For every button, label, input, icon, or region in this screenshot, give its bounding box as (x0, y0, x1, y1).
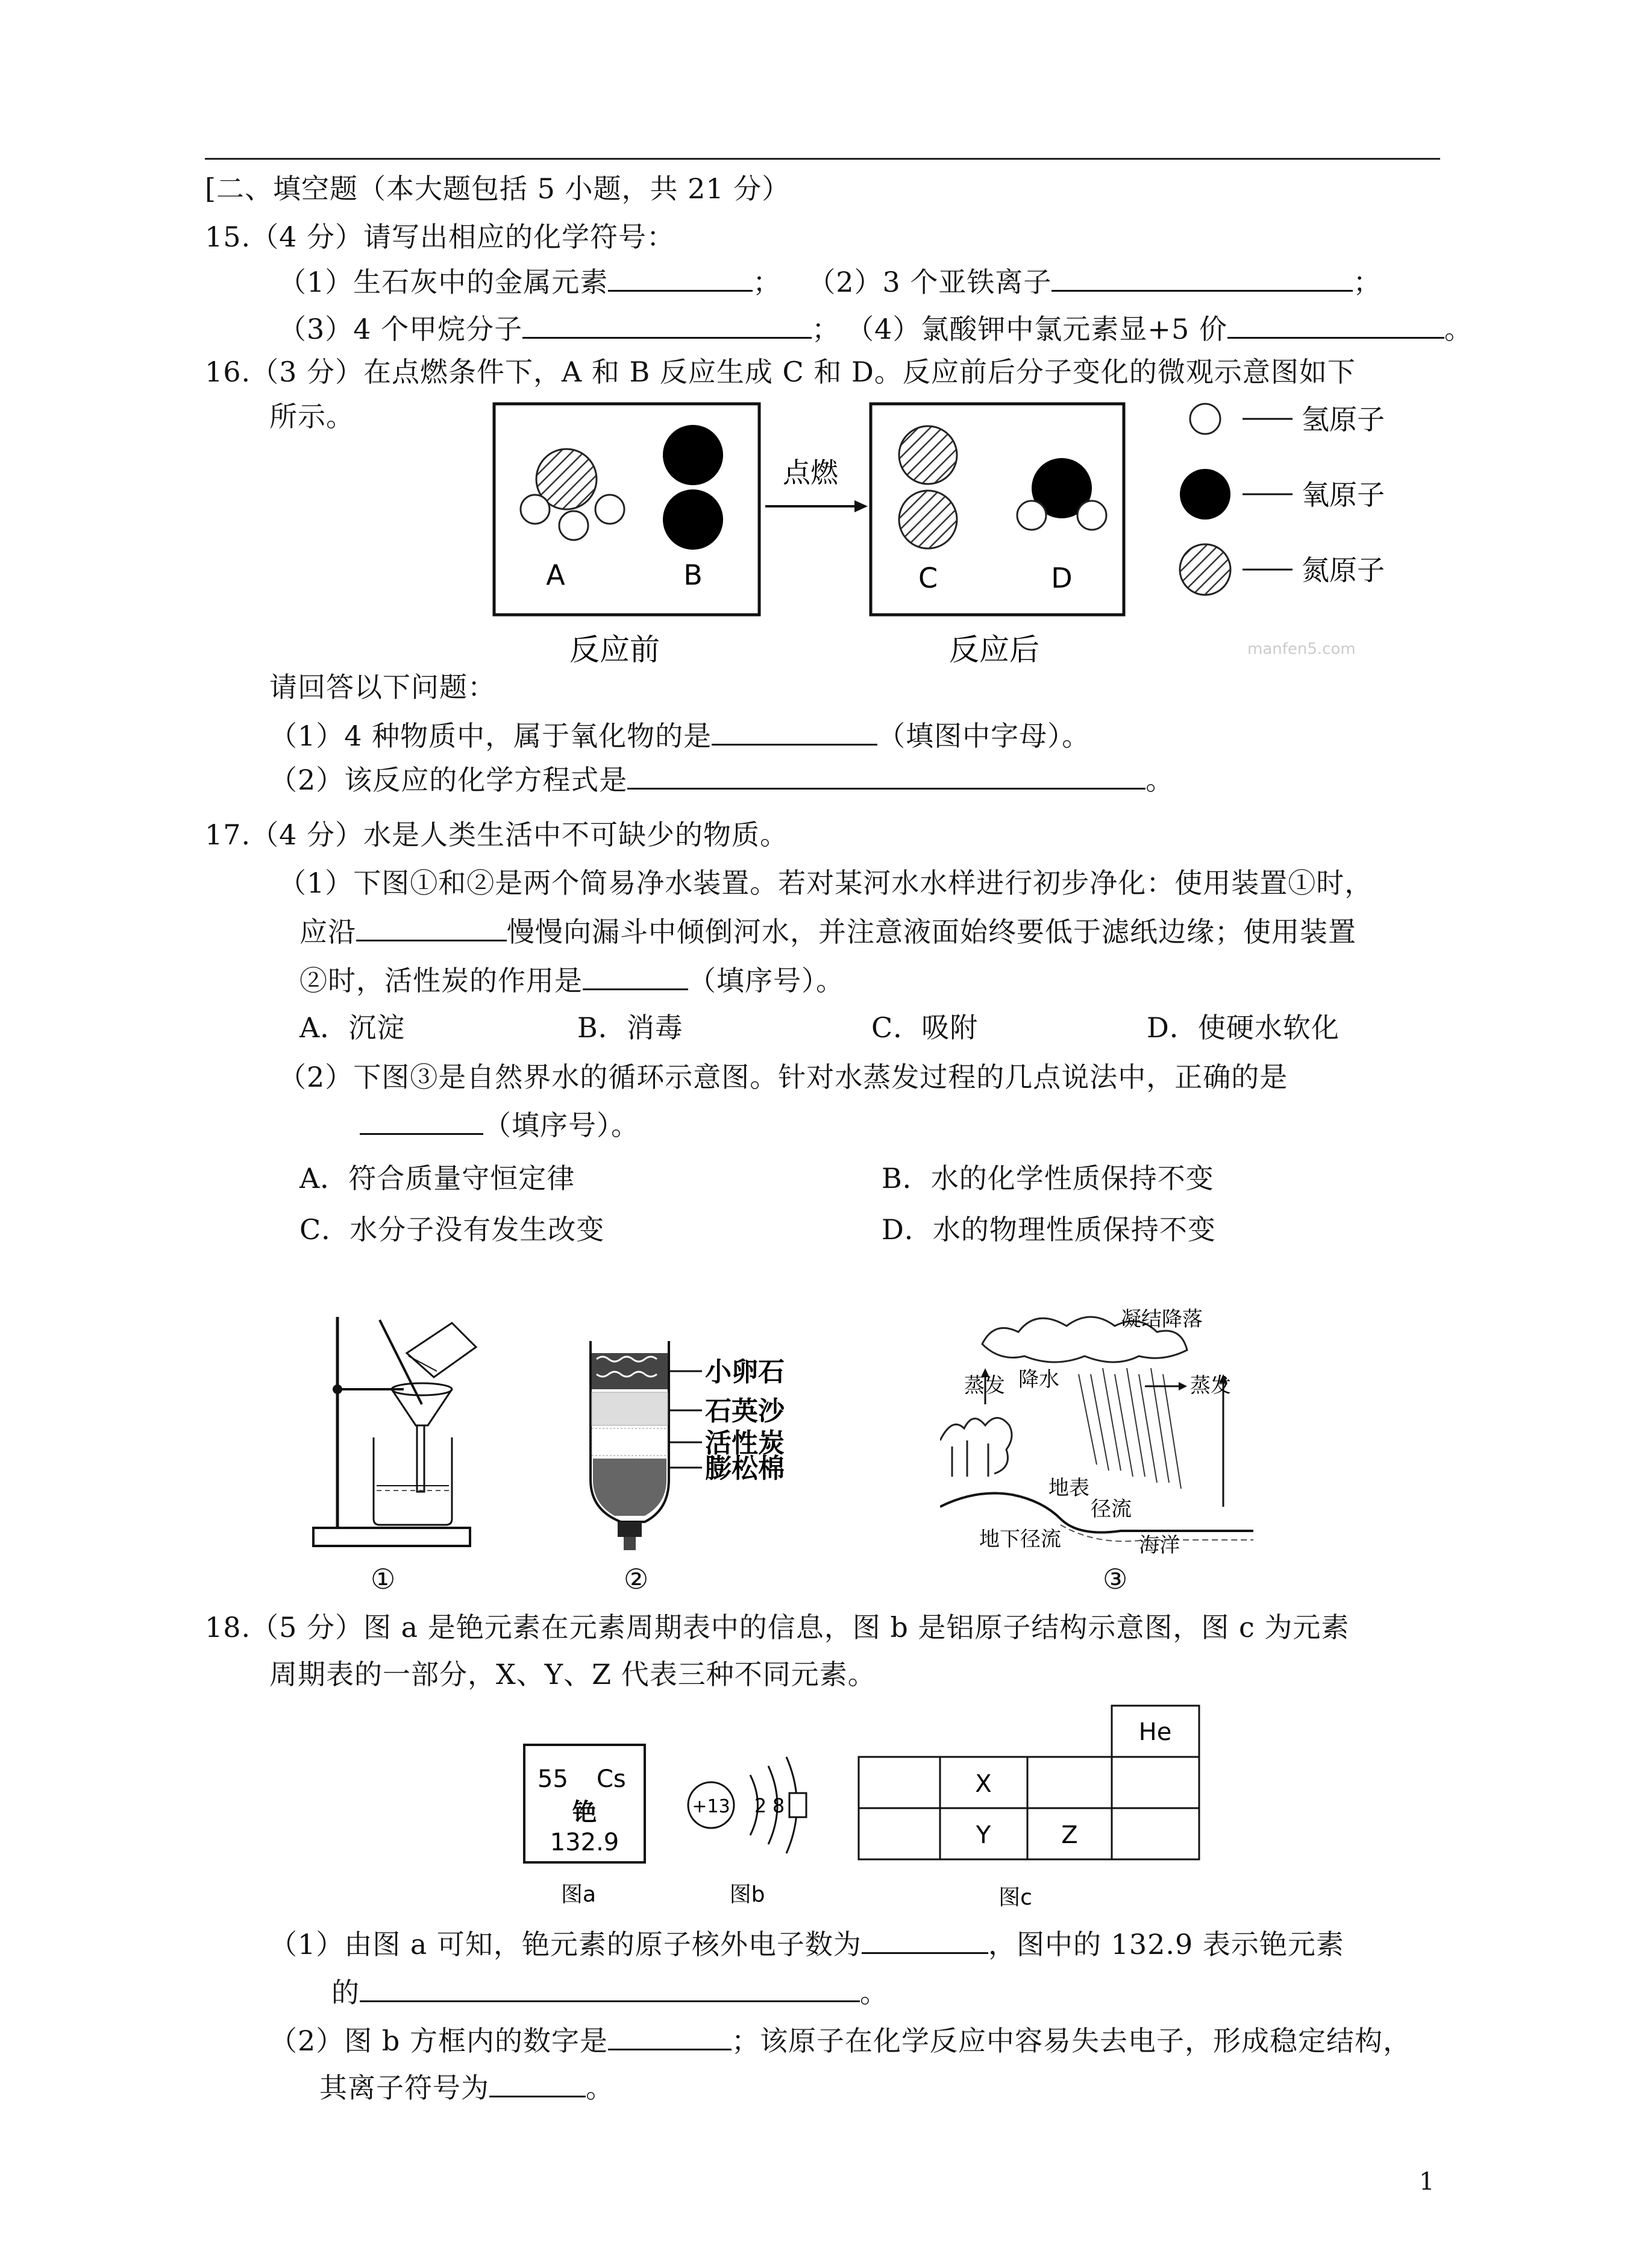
q16-prompt: 请回答以下问题： (269, 671, 496, 703)
q17-blank1[interactable] (356, 913, 507, 941)
q16-answer1 (269, 717, 1090, 754)
element-z: Z (1061, 1821, 1078, 1849)
element-x: X (975, 1770, 992, 1798)
legend-oxygen-symbol (1180, 469, 1230, 520)
layer-label-carbon: 活性炭 (705, 1428, 785, 1459)
q15-sep1: ； (753, 266, 782, 298)
shell-2-electrons: 8 (772, 1794, 785, 1817)
caption-3: ③ (1103, 1563, 1129, 1595)
legend-nitrogen-symbol (1180, 544, 1230, 595)
caption-fig-c: 图c (998, 1885, 1032, 1910)
q17-option-a1: A．沉淀 (299, 1011, 406, 1044)
cycle-label-surface: 地表 (1048, 1476, 1089, 1500)
q18-stem-line2: 周期表的一部分，X、Y、Z 代表三种不同元素。 (269, 1658, 876, 1691)
layer-label-pebbles: 小卵石 (705, 1357, 785, 1387)
q15-end2: 。 (1444, 313, 1473, 345)
q16-stem-line1: 16.（3 分）在点燃条件下，A 和 B 反应生成 C 和 D。反应前后分子变化的微观示意图如下 (205, 356, 1356, 388)
legend-oxygen: 氧原子 (1302, 479, 1385, 511)
q18-answer2-line1 (269, 2022, 1411, 2059)
page-number: 1 (1419, 2168, 1435, 2196)
stand-base (313, 1528, 470, 1546)
layer-label-sand: 石英沙 (705, 1396, 785, 1427)
caption-fig-a: 图a (560, 1882, 597, 1907)
q15-stem: 15.（4 分）请写出相应的化学符号： (205, 221, 675, 253)
trees (940, 1418, 1012, 1474)
q17-stem: 17.（4 分）水是人类生活中不可缺少的物质。 (205, 818, 789, 851)
arrow-label: 点燃 (783, 456, 838, 489)
cycle-label-runoff: 径流 (1091, 1497, 1132, 1521)
q18-blank4[interactable] (489, 2069, 586, 2097)
aluminum-nucleus-charge: +13 (692, 1796, 730, 1817)
q15-blank4[interactable] (1227, 310, 1444, 339)
q15-part1: （1）生石灰中的金属元素 (278, 266, 609, 298)
label-B: B (683, 559, 703, 591)
cesium-symbol: Cs (597, 1765, 626, 1793)
label-D: D (1051, 562, 1073, 594)
q18-answer1-c: 的 (331, 1976, 360, 2009)
q18-answer1-line1 (269, 1926, 1344, 1962)
q18-blank2[interactable] (360, 1974, 860, 2002)
q17-p1-line2-b: 慢慢向漏斗中倾倒河水，并注意液面始终要低于滤纸边缘；使用装置 (507, 916, 1356, 948)
q17-p2-line2 (360, 1107, 639, 1143)
q18-blank3[interactable] (608, 2022, 732, 2050)
beaker (374, 1437, 452, 1525)
cesium-number: 55 (537, 1765, 568, 1793)
cotton-layer (593, 1459, 666, 1516)
funnel-stem (417, 1425, 424, 1492)
molecule-C (899, 426, 957, 548)
cycle-label-evaporation-right: 蒸发 (1190, 1374, 1231, 1398)
quartz-sand-layer (592, 1392, 668, 1425)
section-heading: [二、填空题（本大题包括 5 小题，共 21 分） (205, 172, 791, 205)
q18-answer2-a: （2）图 b 方框内的数字是 (269, 2025, 608, 2057)
q16-answer2 (269, 761, 1174, 798)
q17-p1-line2 (299, 913, 1356, 950)
q15-sep2: ； (812, 313, 841, 345)
q18-answer2-c: 其离子符号为 (319, 2072, 489, 2104)
cycle-label-precipitation: 降水 (1018, 1368, 1059, 1392)
cesium-name: 铯 (572, 1798, 597, 1826)
caption-2: ② (624, 1563, 650, 1595)
q15-part3: （3）4 个甲烷分子 (278, 313, 523, 345)
layer-label-cotton: 膨松棉 (705, 1453, 785, 1484)
water-purifier (585, 1341, 826, 1552)
shell-1-electrons: 2 (754, 1794, 767, 1817)
q15-line2 (278, 310, 1473, 347)
q17-option-b2: B．水的化学性质保持不变 (882, 1162, 1214, 1195)
element-y: Y (976, 1821, 991, 1849)
q16-blank2[interactable] (627, 761, 1146, 790)
q17-p1-line3 (299, 962, 844, 999)
element-he: He (1138, 1718, 1172, 1746)
q16-answer2-end: 。 (1146, 764, 1174, 796)
q15-part2: （2）3 个亚铁离子 (807, 266, 1052, 298)
q17-p1-line3-a: ②时，活性炭的作用是 (299, 964, 583, 997)
q16-blank1[interactable] (712, 717, 877, 746)
activated-carbon-layer (592, 1428, 668, 1456)
legend (1180, 403, 1385, 595)
header-rule (205, 158, 1440, 160)
bottle-cap (618, 1522, 642, 1537)
pouring-beaker (407, 1323, 476, 1377)
q15-line1 (278, 263, 1381, 300)
caption-1: ① (371, 1563, 396, 1595)
q18-stem-line1: 18.（5 分）图 a 是铯元素在元素周期表中的信息，图 b 是铝原子结构示意图，图 c 为元素 (205, 1611, 1350, 1644)
q17-blank2[interactable] (583, 962, 688, 990)
reaction-arrowhead (854, 500, 868, 512)
q17-option-d2: D．水的物理性质保持不变 (882, 1213, 1216, 1246)
outer-shell-box[interactable] (789, 1793, 806, 1817)
q15-end1: ； (1353, 266, 1382, 298)
q17-p1-line1: （1）下图①和②是两个简易净水装置。若对某河水水样进行初步净化：使用装置①时， (278, 867, 1373, 899)
q15-part4: （4）氯酸钾中氯元素显+5 价 (846, 313, 1227, 345)
caption-fig-b: 图b (729, 1882, 765, 1907)
q16-answer1-end: （填图中字母）。 (877, 720, 1091, 752)
watermark: manfen5.com (1247, 640, 1356, 658)
cycle-label-condensation: 凝结降落 (1121, 1308, 1203, 1331)
q17-option-a2: A．符合质量守恒定律 (299, 1162, 575, 1195)
legend-nitrogen: 氮原子 (1302, 554, 1385, 586)
q18-answer1-d: 。 (860, 1976, 888, 2009)
q17-option-c1: C．吸附 (871, 1011, 979, 1044)
molecule-A (521, 449, 624, 540)
legend-hydrogen-symbol (1190, 404, 1220, 434)
label-A: A (546, 559, 565, 591)
before-caption: 反应前 (569, 632, 660, 667)
q17-blank3[interactable] (360, 1107, 483, 1135)
q16-molecule-diagram (482, 386, 1458, 681)
q18-answer1-line2 (331, 1974, 888, 2011)
cesium-mass: 132.9 (550, 1829, 619, 1856)
molecule-D (1017, 458, 1106, 530)
q17-option-c2: C．水分子没有发生改变 (299, 1213, 605, 1246)
q16-stem-line2: 所示。 (269, 400, 354, 433)
q17-option-b1: B．消毒 (577, 1011, 683, 1044)
q18-answer2-d: 。 (586, 2072, 614, 2104)
q17-p2-line2-text: （填序号）。 (483, 1109, 639, 1142)
molecule-B (663, 425, 723, 550)
label-C: C (918, 562, 938, 594)
legend-hydrogen: 氢原子 (1302, 403, 1385, 436)
q17-p1-line2-a: 应沿 (299, 916, 356, 948)
q16-answer1-text: （1）4 种物质中，属于氧化物的是 (269, 720, 712, 752)
filtration-apparatus (301, 1311, 482, 1552)
after-caption: 反应后 (949, 632, 1039, 667)
glass-rod (380, 1320, 422, 1404)
q18-answer1-b: ，图中的 132.9 表示铯元素 (988, 1928, 1344, 1961)
q15-blank3[interactable] (522, 310, 812, 339)
cycle-label-ocean: 海洋 (1139, 1533, 1180, 1555)
q15-blank1[interactable] (608, 263, 753, 292)
q18-answer2-b: ；该原子在化学反应中容易失去电子，形成稳定结构， (731, 2025, 1411, 2057)
q18-blank1[interactable] (862, 1926, 988, 1954)
q17-p1-line3-b: （填序号）。 (688, 964, 844, 997)
q18-answer1-a: （1）由图 a 可知，铯元素的原子核外电子数为 (269, 1928, 862, 1961)
cycle-label-groundwater: 地下径流 (979, 1527, 1061, 1551)
cycle-label-evaporation-left: 蒸发 (964, 1374, 1005, 1398)
q16-answer2-text: （2）该反应的化学方程式是 (269, 764, 628, 796)
q18-figures (512, 1697, 1223, 1950)
q17-p2-line1: （2）下图③是自然界水的循环示意图。针对水蒸发过程的几点说法中，正确的是 (278, 1061, 1288, 1093)
q15-blank2[interactable] (1051, 263, 1353, 292)
water-cycle-diagram (940, 1308, 1253, 1555)
q18-answer2-line2 (319, 2069, 614, 2106)
q17-option-d1: D．使硬水软化 (1147, 1011, 1340, 1044)
